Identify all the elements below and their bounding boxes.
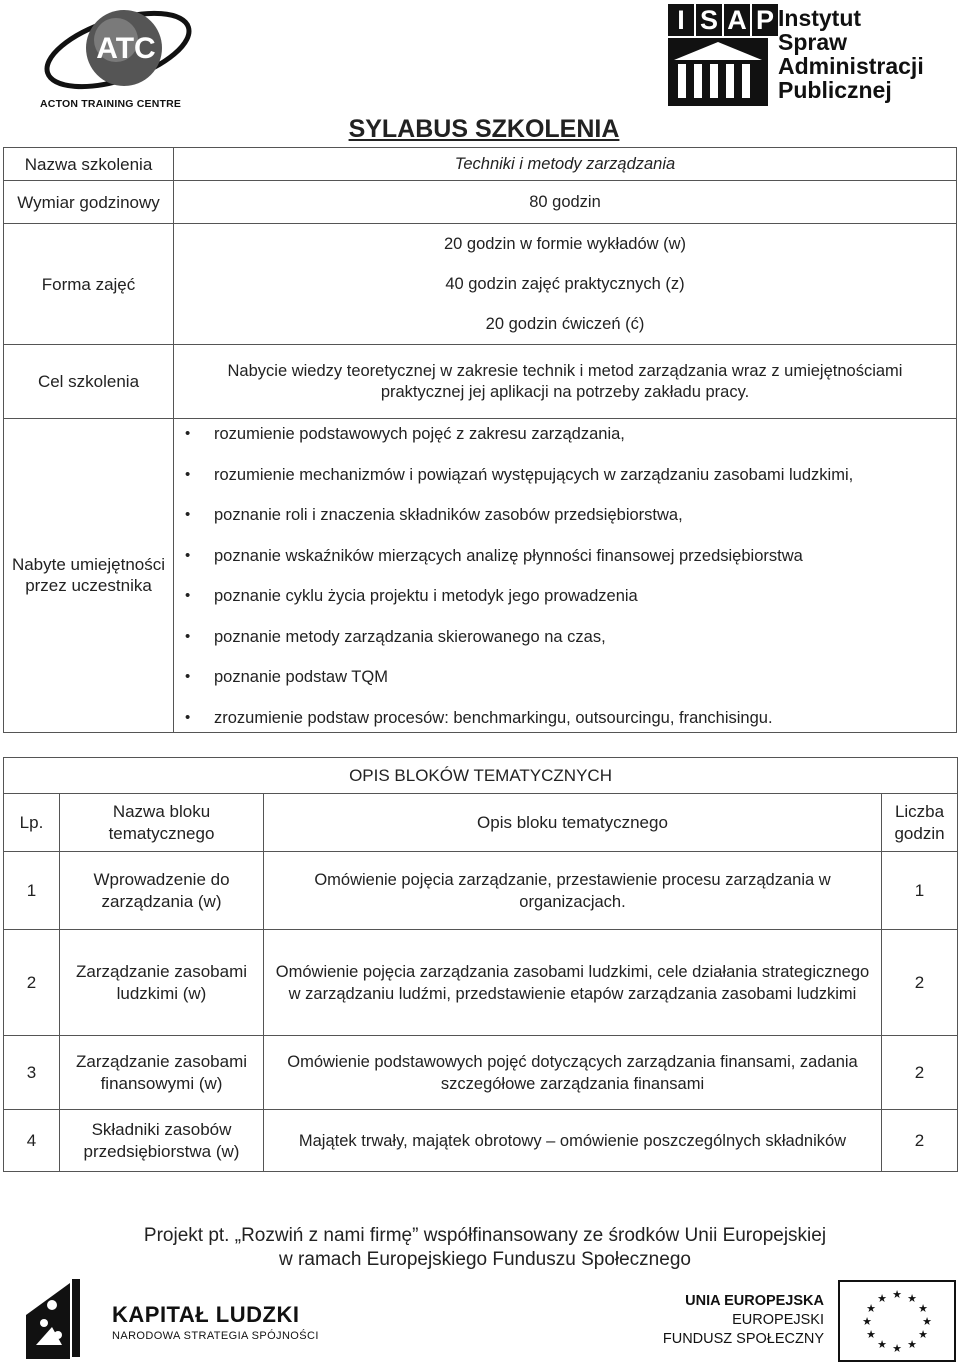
nazwa-value: Techniki i metody zarządzania bbox=[174, 148, 957, 181]
skill-item: • rozumienie mechanizmów i powiązań występujących w zarządzaniu zasobami ludzkimi, bbox=[174, 465, 956, 506]
isap-letter: A bbox=[724, 4, 750, 36]
isap-letters bbox=[668, 4, 780, 36]
svg-text:★: ★ bbox=[918, 1302, 928, 1315]
skill-item: • poznanie metody zarządzania skierowanego na czas, bbox=[174, 627, 956, 668]
row-opis: Omówienie pojęcia zarządzanie, przestawienie procesu zarządzania w organizacjach. bbox=[264, 852, 882, 930]
forma-label: Forma zajęć bbox=[4, 224, 174, 345]
isap-building-icon bbox=[668, 38, 768, 106]
isap-name bbox=[778, 6, 924, 102]
isap-name-line: Publicznej bbox=[778, 77, 892, 103]
svg-text:★: ★ bbox=[877, 1292, 887, 1305]
ue-line: FUNDUSZ SPOŁECZNY bbox=[662, 1331, 824, 1347]
kapital-ludzki-title: KAPITAŁ LUDZKI bbox=[112, 1302, 300, 1327]
svg-text:★: ★ bbox=[892, 1342, 902, 1355]
row-forma bbox=[4, 224, 957, 345]
nazwa-label: Nazwa szkolenia bbox=[4, 148, 174, 181]
svg-text:★: ★ bbox=[862, 1315, 872, 1328]
blocks-header-row bbox=[4, 794, 958, 852]
row-nazwa: Zarządzanie zasobami finansowymi (w) bbox=[60, 1036, 264, 1110]
document-title: SYLABUS SZKOLENIA bbox=[348, 115, 620, 143]
row-godzin: 2 bbox=[882, 1110, 958, 1172]
col-godzin-header: Liczba godzin bbox=[882, 794, 958, 852]
svg-text:★: ★ bbox=[907, 1292, 917, 1305]
row-lp: 3 bbox=[4, 1036, 60, 1110]
row-nazwa: Składniki zasobów przedsiębiorstwa (w) bbox=[60, 1110, 264, 1172]
row-lp: 2 bbox=[4, 930, 60, 1036]
svg-text:★: ★ bbox=[892, 1288, 902, 1301]
row-opis: Omówienie pojęcia zarządzania zasobami ludzkimi, cele działania strategicznego w zarządzaniu ludźmi, przedstawienie etapów zarządzania zasobami ludzkimi bbox=[264, 930, 882, 1036]
forma-value: 20 godzin ćwiczeń (ć) bbox=[485, 315, 645, 333]
blocks-heading: OPIS BLOKÓW TEMATYCZNYCH bbox=[4, 758, 958, 794]
forma-value: 20 godzin w formie wykładów (w) bbox=[443, 235, 687, 253]
forma-value: 40 godzin zajęć praktycznych (z) bbox=[445, 275, 685, 293]
table-row bbox=[4, 852, 958, 930]
cel-label: Cel szkolenia bbox=[4, 345, 174, 419]
row-opis: Majątek trwały, majątek obrotowy – omówienie poszczególnych składników bbox=[264, 1110, 882, 1172]
row-godzin: 1 bbox=[882, 852, 958, 930]
footnote-line: w ramach Europejskiego Funduszu Społecznego bbox=[279, 1249, 691, 1270]
wymiar-label: Wymiar godzinowy bbox=[4, 181, 174, 224]
training-info-table bbox=[3, 147, 957, 733]
isap-name-line: Spraw bbox=[778, 29, 848, 55]
skill-item: • zrozumienie podstaw procesów: benchmarkingu, outsourcingu, franchisingu. bbox=[174, 708, 956, 732]
footnote-line: Projekt pt. „Rozwiń z nami firmę” współfinansowany ze środków Unii Europejskiej bbox=[143, 1225, 827, 1246]
cel-value: Nabycie wiedzy teoretycznej w zakresie technik i metod zarządzania wraz z umiejętnościami praktycznej jej aplikacji na potrzeby zakładu pracy. bbox=[174, 345, 957, 419]
row-lp: 4 bbox=[4, 1110, 60, 1172]
isap-letter: S bbox=[696, 4, 722, 36]
row-umiejetnosci bbox=[4, 419, 957, 733]
kapital-ludzki-emblem bbox=[22, 1275, 112, 1363]
svg-text:★: ★ bbox=[877, 1338, 887, 1351]
umiejetnosci-cell bbox=[174, 419, 957, 733]
svg-text:★: ★ bbox=[918, 1328, 928, 1341]
isap-name-line: Administracji bbox=[778, 53, 924, 79]
row-godzin: 2 bbox=[882, 1036, 958, 1110]
skill-item: • poznanie roli i znaczenia składników zasobów przedsiębiorstwa, bbox=[174, 505, 956, 546]
isap-letter: P bbox=[752, 4, 778, 36]
kapital-ludzki-subtitle: NARODOWA STRATEGIA SPÓJNOŚCI bbox=[112, 1330, 319, 1342]
ue-line: EUROPEJSKI bbox=[732, 1312, 824, 1328]
svg-text:★: ★ bbox=[866, 1328, 876, 1341]
ue-text bbox=[640, 1292, 824, 1349]
table-row bbox=[4, 1110, 958, 1172]
forma-values bbox=[174, 224, 957, 345]
skills-list bbox=[174, 424, 956, 732]
row-cel bbox=[4, 345, 957, 419]
isap-name-line: Instytut bbox=[778, 5, 862, 31]
skill-item: • rozumienie podstawowych pojęć z zakresu zarządzania, bbox=[174, 424, 956, 465]
svg-text:★: ★ bbox=[907, 1338, 917, 1351]
row-lp: 1 bbox=[4, 852, 60, 930]
row-nazwa: Wprowadzenie do zarządzania (w) bbox=[60, 852, 264, 930]
project-footnote bbox=[0, 1224, 960, 1272]
isap-letter: I bbox=[668, 4, 694, 36]
table-row bbox=[4, 1036, 958, 1110]
blocks-heading-row bbox=[4, 758, 958, 794]
svg-text:ATC: ATC bbox=[96, 32, 156, 65]
skill-item: • poznanie podstaw TQM bbox=[174, 667, 956, 708]
svg-text:★: ★ bbox=[866, 1302, 876, 1315]
isap-logo bbox=[668, 4, 940, 106]
col-lp-header: Lp. bbox=[4, 794, 60, 852]
wymiar-value: 80 godzin bbox=[174, 181, 957, 224]
table-row bbox=[4, 930, 958, 1036]
row-nazwa bbox=[4, 148, 957, 181]
atc-caption: ACTON TRAINING CENTRE bbox=[40, 98, 182, 110]
col-opis-header: Opis bloku tematycznego bbox=[264, 794, 882, 852]
svg-text:★: ★ bbox=[922, 1315, 932, 1328]
skill-item: • poznanie wskaźników mierzących analizę płynności finansowej przedsiębiorstwa bbox=[174, 546, 956, 587]
row-nazwa: Zarządzanie zasobami ludzkimi (w) bbox=[60, 930, 264, 1036]
atc-logo bbox=[38, 4, 198, 112]
col-nazwa-header: Nazwa bloku tematycznego bbox=[60, 794, 264, 852]
row-wymiar bbox=[4, 181, 957, 224]
skill-item: • poznanie cyklu życia projektu i metodyk jego prowadzenia bbox=[174, 586, 956, 627]
row-opis: Omówienie podstawowych pojęć dotyczących zarządzania finansami, zadania szczegółowe zarządzania finansami bbox=[264, 1036, 882, 1110]
umiejetnosci-label: Nabyte umiejętności przez uczestnika bbox=[4, 419, 174, 733]
ue-line: UNIA EUROPEJSKA bbox=[685, 1293, 824, 1309]
eu-flag-icon bbox=[838, 1280, 956, 1362]
row-godzin: 2 bbox=[882, 930, 958, 1036]
thematic-blocks-table bbox=[3, 757, 958, 1172]
